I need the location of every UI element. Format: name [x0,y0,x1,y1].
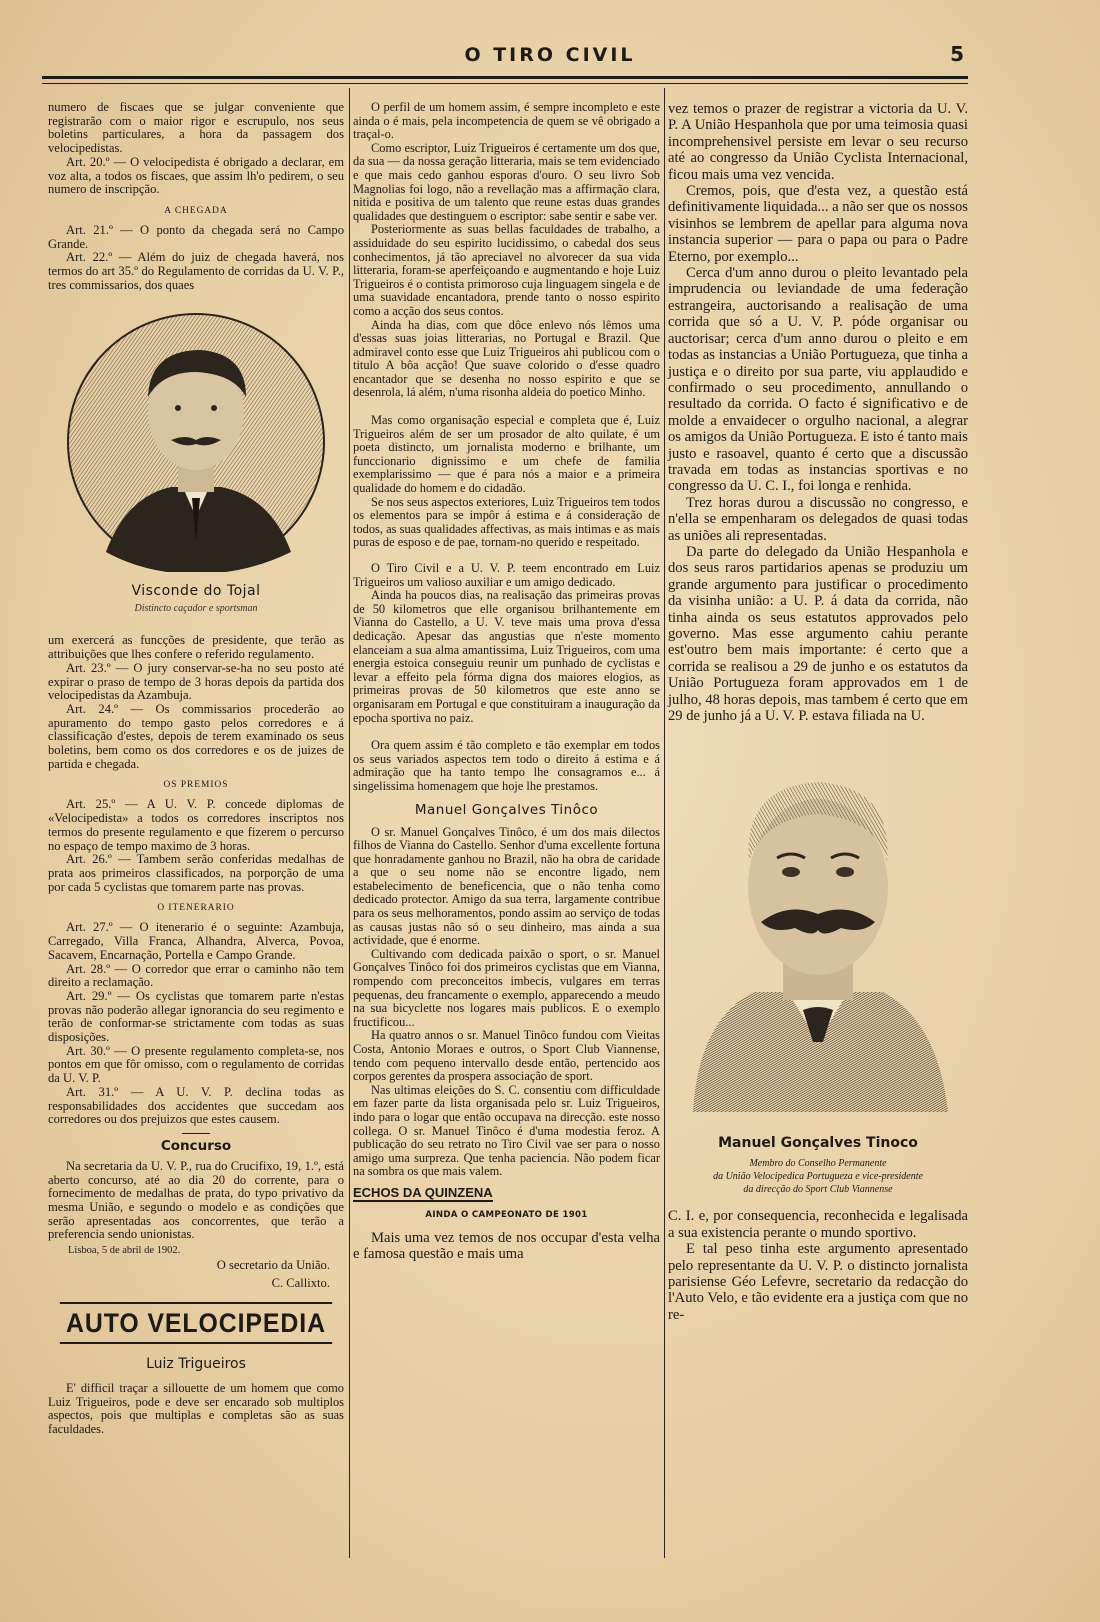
article-22: Art. 22.º — Além do juiz de chegada haverá, nos termos do art 35.º do Regulamento de corridas da U. V. P., tres commissarios, dos quaes [48,250,344,292]
paragraph: um exercerá as funcções de presidente, que terão as attribuições que lhes confere o referido regulamento. [48,633,344,662]
paragraph: vez temos o prazer de registrar a victoria da U. V. P. A União Hespanhola que por uma teimosia quasi incomprehensivel persiste em levar o seu recurso até ao congresso da União Cyclista Internacional, ficou mais uma vez vencida. [668,101,968,183]
paragraph: E' difficil traçar a sillouette de um homem que como Luiz Trigueiros, pode e deve ser encarado sob multiplos aspectos, pois que multiplas e completas são as suas faculdades. [48,1381,344,1436]
caption-line: da União Velocipedica Portugueza e vice-presidente [713,1171,923,1183]
paragraph: Posteriormente as suas bellas faculdades de trabalho, a assiduidade do seu espirito lucidissimo, o cabedal dos seus conhecimentos, já tão apreciavel no alvorecer da sua vida litteraria, foram-se aperfeiçoando e augmentando e hoje Luiz Trigueiros é o contista primoroso cuja linguagem singela e de uma suavidade encantadora, prende tanto o nosso espirito como a acção dos seus contos. [353,222,660,318]
paragraph: Cremos, pois, que d'esta vez, a questão está definitivamente liquidada... a não ser que os nossos visinhos se lembrem de apellar para alguma nova instancia superior — para o papa ou para o Padre Eterno, por exemplo... [668,183,968,265]
echos-subtitle: AINDA O CAMPEONATO DE 1901 [425,1209,588,1220]
signature-name: C. Callixto. [271,1276,330,1291]
paragraph: Mais uma vez temos de nos occupar d'esta velha e famosa questão e mais uma [353,1229,660,1263]
short-divider [182,1133,210,1134]
article-24: Art. 24.º — Os commissarios procederão ao apuramento do tempo gasto pelos corredores e á classificação d'estes, depois de terem examinado os seus boletins, bem como os dos corredores e os de juizes de partida e chegada. [48,701,344,771]
article-subtitle: Luiz Trigueiros [146,1356,246,1373]
subheading-chegada: A CHEGADA [164,205,228,216]
portrait-caption-name: Visconde do Tojal [131,583,261,600]
paragraph: Cultivando com dedicada paixão o sport, o sr. Manuel Gonçalves Tinôco foi dos primeiros cyclistas que em Vianna, rompendo com preconceitos imbecis, vulgares em terras pequenas, deu francamente o exemplo, apparecendo a meudo na sua bicyclette nos logares mais publicos. E o exemplo fructificou... [353,946,660,1029]
running-title: O TIRO CIVIL [464,44,636,66]
article-28: Art. 28.º — O corredor que errar o caminho não tem direito a reclamação. [48,961,344,990]
paragraph: O perfil de um homem assim, é sempre incompleto e este ainda o é mais, pela incompetencia de quem se vê obrigado a traçal-o. [353,100,660,142]
paragraph: O Tiro Civil e a U. V. P. teem encontrado em Luiz Trigueiros um valioso auxiliar e um amigo dedicado. [353,561,660,589]
paragraph: Ora quem assim é tão completo e tão exemplar em todos os seus variados aspectos tem todo o direito á estima e á admiração que ha tanto tempo lhe consagramos e... á singelissima homenagem que hoje lhe prestamos. [353,738,660,793]
article-20: Art. 20.º — O velocipedista é obrigado a declarar, em voz alta, a todos os fiscaes, que assim lh'o pedirem, o seu numero de inscripção. [48,154,344,197]
portrait-engraving-icon [673,742,963,1122]
caption-line: da direcção do Sport Club Viannense [743,1184,893,1196]
paragraph: C. I. e, por consequencia, reconhecida e legalisada a sua existencia perante o mundo sportivo. [668,1208,968,1241]
paragraph: E tal peso tinha este argumento apresentado pelo representante da U. V. P. o distincto jornalista parisiense Géo Lefevre, secretario da redacção do l'Auto Velo, e tão evidente era a justiça com que no re- [668,1241,968,1323]
paragraph: Se nos seus aspectos exteriores, Luiz Trigueiros tem todos os elementos para se impôr á estima e á consideração de todos, as suas qualidades affectivas, as mais intimas e as mais puras de esposo e de pae, tornam-no querido e respeitado. [353,494,660,550]
header-rule [42,76,968,84]
paragraph: O sr. Manuel Gonçalves Tinôco, é um dos mais dilectos filhos de Vianna do Castello. Senhor d'uma excellente fortuna que honradamente ganhou no Brazil, não ha obra de caridade a que o seu nome não se encontre ligado, nem estabelecimento de beneficencia, que o não tenha como dedicado protector. Amigo da sua terra, largamente contribue para os seus melhoramentos, pondo assim ao serviço de todas as causas justas não só o seu dinheiro, mas ainda a sua actividade, que é enorme. [353,824,660,948]
column-3 [668,101,968,1323]
paragraph: numero de fiscaes que se julgar conveniente que registrarão com o maior rigor e escrupulo, nos seus boletins particulares, a hora da passagem dos velocipedistas. [48,100,344,156]
column-divider [349,88,350,1558]
paragraph: Mas como organisação especial e completa que é, Luiz Trigueiros além de ser um prosador de alto quilate, é um poeta distincto, um jornalista moderno e brilhante, um funccionario dignissimo e um chefe de familia exemplarissimo — que é para nós a maior e a primeira qualidade do homem e do cidadão. [353,413,660,496]
paragraph: Nas ultimas eleições do S. C. consentiu com difficuldade em fazer parte da lista organisada pelo sr. Luiz Trigueiros, indo para o logar que então occupava na direcção. este nosso collega. O sr. Manuel Tinôco é d'uma modestia feroz. A publicação do seu retrato no Tiro Civil vae ser para o nosso amigo uma surpreza. Que tenha paciencia. Não podem ficar na sombra os que mais valem. [353,1082,660,1179]
article-30: Art. 30.º — O presente regulamento completa-se, nos pontos em que fôr omisso, com o regulamento de corridas da U. V. P. [48,1043,344,1086]
article-29: Art. 29.º — Os cyclistas que tomarem parte n'estas provas não poderão allegar ignorancia do seu regimento e terão de conformar-se strictamente com todas as suas disposições. [48,988,344,1045]
article-27: Art. 27.º — O itenerario é o seguinte: Azambuja, Carregado, Villa Franca, Alhandra, Alverca, Povoa, Sacavem, Encarnação, Portella e Campo Grande. [48,920,344,962]
subheading-premios: OS PREMIOS [163,780,229,791]
caption-line: Membro do Conselho Permanente [749,1158,887,1170]
subheading-itenerario: O ITENERARIO [157,903,235,914]
portrait-tinoco [668,742,968,1196]
section-title-concurso: Concurso [160,1137,232,1154]
portrait-caption-desc: Distincto caçador e sportsman [134,603,258,615]
portrait-engraving-icon [66,312,326,572]
column-1 [48,101,344,1437]
paragraph: Ainda ha dias, com que dôce enlevo nós lêmos uma d'essas suas joias litterarias, no Portugal e Brazil. Que admiravel conto esse que Luiz Trigueiros ahi publicou com o titulo A bôa acção! Que suave colorido o d'esse quadro encantador que se desenha no nosso espirito e que se desenrola, lá além, n'uma risonha aldeia do poetico Minho. [353,317,660,400]
article-25: Art. 25.º — A U. V. P. concede diplomas de «Velocipedista» a todos os corredores inscriptos nos termos do presente regulamento e que fizerem o percurso no espaço de tempo maximo de 3 horas. [48,797,344,853]
portrait-visconde [48,312,344,614]
column-2 [353,101,660,1263]
article-23: Art. 23.º — O jury conservar-se-ha no seu posto até expirar o praso de tempo de 3 horas depois da partida dos velocipedistas da Azambuja. [48,660,344,703]
article-21: Art. 21.º — O ponto da chegada será no Campo Grande. [48,222,344,251]
column-divider [664,88,665,1558]
signature-role: O secretario da União. [216,1258,330,1273]
paragraph: Trez horas durou a discussão no congresso, e n'ella se empenharam os delegados de quasi todas as uniões ali representadas. [668,494,968,544]
section-title-echos: ECHOS DA QUINZENA [353,1184,493,1200]
paragraph: Como escriptor, Luiz Trigueiros é certamente um dos que, da sua — da nossa geração litteraria, mais se tem evidenciado e que mais cedo ganhou esporas d'ouro. O seu livro Sob Magnolias foi logo, não a revellação mas a affirmação clara, nitida e positiva de um talento que reune estas duas grandes qualidades que destinguem o escriptor: sabe sentir e sabe ver. [353,140,660,223]
article-26: Art. 26.º — Tambem serão conferidas medalhas de prata aos primeiros classificados, na porporção de uma por cada 5 cyclistas que tomarem parte nas provas. [48,852,344,894]
page-number: 5 [950,42,964,66]
notice-date: Lisboa, 5 de abril de 1902. [68,1245,181,1257]
paragraph: Da parte do delegado da União Hespanhola e dos seus raros partidarios apenas se produziu um grande argumento para justificar o procedimento da visinha união: a U. P. á data da corrida, não tinha ainda os seus estatutos approvados pelo governo. Mas esse argumento cahiu perante est'outro bem mais importante: é certo que a corrida se realisou a 29 de junho e os estatutos da União Portugueza foram approvados em 1 de julho, 48 horas depois, mas tambem é certo que em 29 de junho já a U. V. P. estava filiada na U. [668,543,968,725]
article-31: Art. 31.º — A U. V. P. declina todas as responsabilidades dos accidentes que succedam aos corredores ou dos prejuizos que estes causem. [48,1084,344,1127]
portrait-caption-desc [668,1157,968,1196]
headline-auto-velocipedia: AUTO VELOCIPEDIA [60,1302,332,1344]
portrait-caption-name: Manuel Gonçalves Tinoco [718,1135,918,1152]
concurso-notice: Na secretaria da U. V. P., rua do Crucifixo, 19, 1.º, está aberto concurso, até ao dia 20 do corrente, para o fornecimento de medalhas de prata, do typo privativo da mesma União, e segundo o modelo e as condições que serão apresentadas aos concorrentes, que terão a preferencia sendo unionistas. [48,1158,344,1242]
paragraph: Ha quatro annos o sr. Manuel Tinôco fundou com Vieitas Costa, Antonio Moraes e outros, o Sport Club Viannense, tendo com pequeno intervallo desde então, pertencido aos corpos gerentes da prospera associação de sport. [353,1028,660,1084]
paragraph: Cerca d'um anno durou o pleito levantado pela imprudencia ou leviandade de uma federação estrangeira, auctorisando a realisação de uma corrida que só a U. V. P. póde organisar ou auctorisar; cerca d'um anno durou o pleito e em todas as instancias a União Portugueza, que tinha a justiça e o direito por sua parte, viu applaudido e confirmado o seu procedimento, annullando o resultado da corrida. O facto é significativo e de molde a envaidecer o orgulho nacional, a alegrar os amigos da União Portugueza. E isto é tanto mais justo e rasoavel, quanto é certo que a discussão travada em todas as instancias sportivas e no congresso da U. C. I., foi longa e renhida. [668,265,968,495]
paragraph: Ainda ha poucos dias, na realisação das primeiras provas de 50 kilometros que elle organisou brilhantemente em Vianna do Castello, a U. V. teve mais uma prova d'essa dedicação. Apesar das angustias que n'este momento elanceiam a sua alma amantissima, Luiz Trigueiros, com uma energia estoica conseguiu reunir um punhado de cyclistas e levar a effeito pela fórma digna dos maiores elogios, as primeiras provas de 50 kilometros que este anno se organisaram em Portugal e que constituiram a inauguração da epocha sportiva no paiz. [353,588,660,725]
section-title-tinoco: Manuel Gonçalves Tinôco [414,801,599,818]
